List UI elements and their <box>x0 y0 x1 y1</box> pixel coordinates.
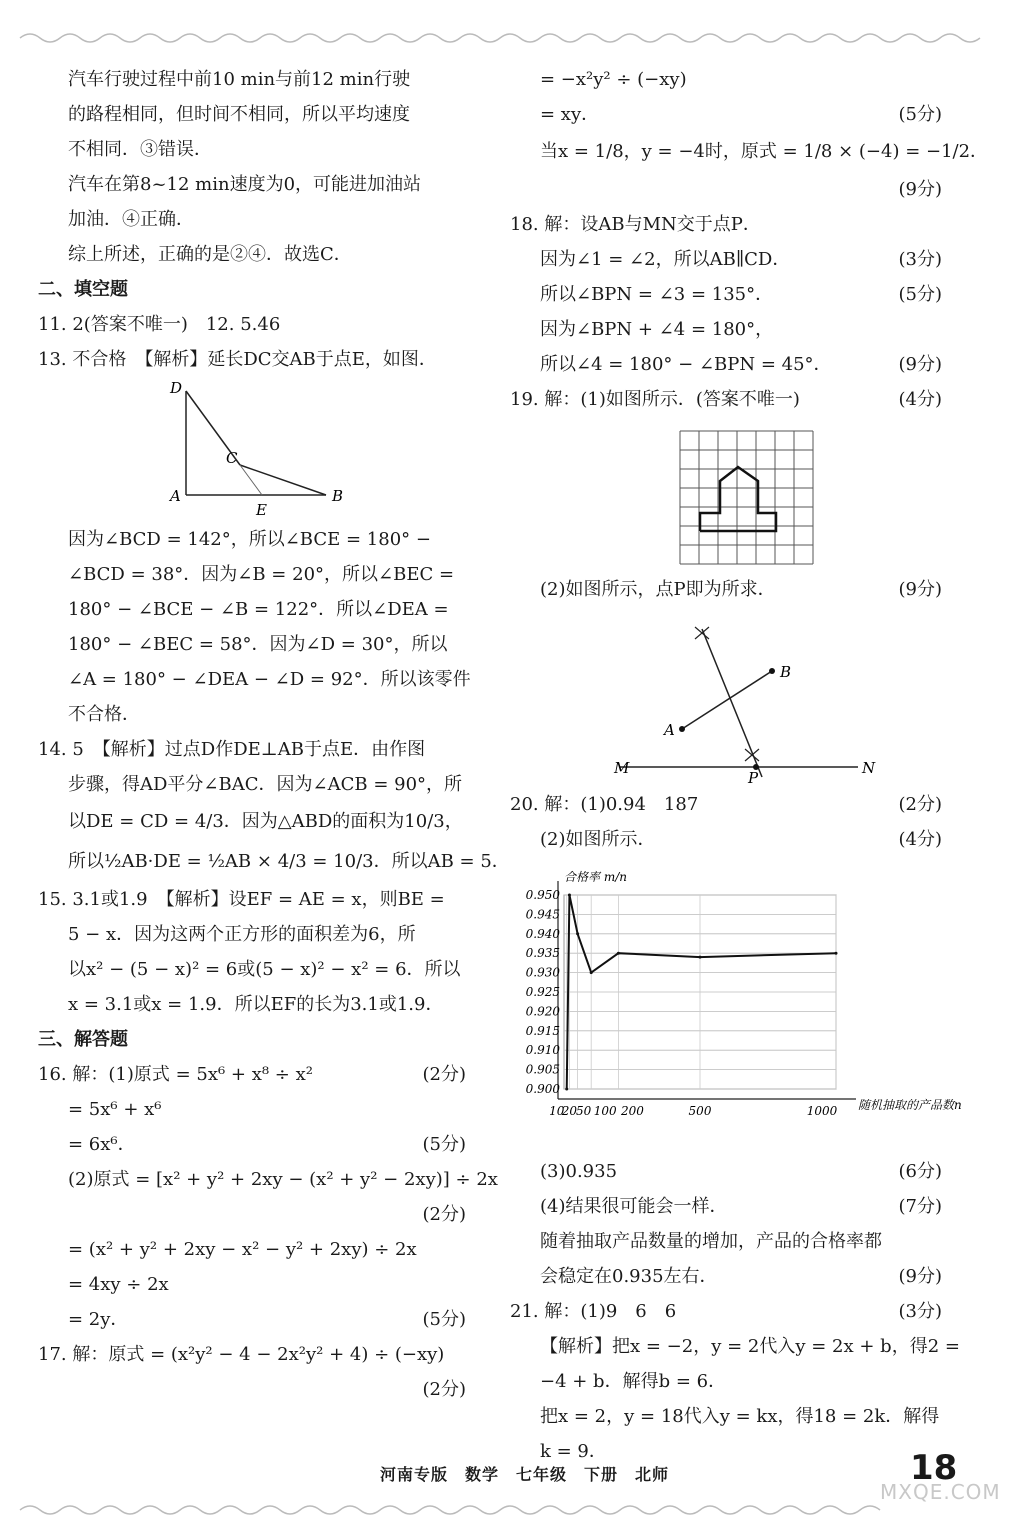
chart-y-tick-label: 0.910 <box>525 1043 560 1058</box>
score: (2分) <box>422 1379 466 1400</box>
pass-rate-chart <box>500 857 962 1149</box>
answer-17-heading: 17. 解：原式 = (x²y² − 4 − 2x²y² + 4) ÷ (−xy) <box>38 1344 445 1365</box>
chart-y-tick-label: 0.920 <box>525 1004 560 1019</box>
text-line: = −x²y² ÷ (−xy) <box>540 69 687 90</box>
answer-18-heading: 18. 解：设AB与MN交于点P． <box>510 214 761 235</box>
answer-21-heading <box>510 1294 942 1329</box>
tri-label-a: A <box>170 487 181 505</box>
answer-15-heading: 15. 3.1或1.9 【解析】设EF = AE = x，则BE = <box>38 889 445 910</box>
text-line-scored <box>68 1302 466 1337</box>
score: (2分) <box>422 1064 466 1085</box>
text-line-scored <box>540 572 942 607</box>
text-span: = 6x⁶． <box>68 1134 136 1155</box>
text-line-scored <box>540 1154 942 1189</box>
chart-point <box>568 894 571 897</box>
chart-x-tick-label: 20 <box>561 1104 578 1118</box>
answer-16-heading <box>38 1057 466 1092</box>
text-span: 20. 解：(1)0.94 187 <box>510 794 699 815</box>
tri-label-e: E <box>256 501 267 519</box>
score: (5分) <box>898 104 942 125</box>
score: (9分) <box>898 579 942 600</box>
text-span: 因为∠1 = ∠2，所以AB∥CD． <box>540 249 791 270</box>
text-line-scored <box>540 822 942 857</box>
chart-x-tick-label: 100 <box>593 1104 617 1118</box>
text-line: 不相同．③错误． <box>68 139 212 160</box>
text-span: (3)0.935 <box>540 1161 618 1182</box>
chart-y-tick-label: 0.945 <box>525 907 560 922</box>
text-line: ∠BCD = 38°．因为∠B = 20°，所以∠BEC = <box>68 564 455 585</box>
chart-xlabel: 随机抽取的产品数n <box>858 1098 962 1112</box>
text-line: 的路程相同，但时间不相同，所以平均速度 <box>68 104 410 125</box>
tri-label-b: B <box>332 487 344 505</box>
chart-y-tick-label: 0.900 <box>525 1082 560 1096</box>
text-span: 21. 解：(1)9 6 6 <box>510 1301 677 1322</box>
text-span: 19. 解：(1)如图所示．(答案不唯一) <box>510 389 800 410</box>
top-wave-border <box>0 28 1013 48</box>
text-line-scored <box>68 1372 466 1407</box>
score: (3分) <box>898 1301 942 1322</box>
chart-y-tick-label: 0.930 <box>525 965 560 980</box>
text-line: ∠A = 180° − ∠DEA − ∠D = 92°．所以该零件 <box>68 669 471 690</box>
chart-point <box>617 952 620 955</box>
score: (6分) <box>898 1161 942 1182</box>
answer-13-heading: 13. 不合格 【解析】延长DC交AB于点E，如图． <box>38 349 437 370</box>
text-line: 当x = 1/8，y = −4时，原式 = 1/8 × (−4) = −1/2． <box>540 141 989 162</box>
score: (5分) <box>422 1309 466 1330</box>
score: (5分) <box>898 284 942 305</box>
text-line: 所以½AB·DE = ½AB × 4/3 = 10/3．所以AB = 5． <box>68 851 510 872</box>
chart-point <box>699 956 702 959</box>
text-span: 所以∠BPN = ∠3 = 135°． <box>540 284 774 305</box>
page-number: 18 <box>910 1448 958 1488</box>
text-line-scored <box>540 1259 942 1294</box>
text-line: −4 + b．解得b = 6． <box>540 1371 727 1392</box>
answer-20-heading <box>510 787 942 822</box>
text-line-scored <box>540 242 942 277</box>
text-line: 步骤，得AD平分∠BAC．因为∠ACB = 90°，所 <box>68 774 463 795</box>
chart-x-tick-label: 500 <box>688 1104 712 1118</box>
section-heading-fill-blank: 二、填空题 <box>38 279 128 300</box>
text-line: 不合格． <box>68 704 140 725</box>
grid-figure <box>540 417 942 567</box>
text-span: (4)结果很可能会一样． <box>540 1196 728 1217</box>
score: (5分) <box>422 1134 466 1155</box>
text-span: (2)如图所示． <box>540 829 656 850</box>
text-span: 所以∠4 = 180° − ∠BPN = 45°． <box>540 354 832 375</box>
score: (4分) <box>898 829 942 850</box>
chart-y-tick-label: 0.915 <box>525 1023 560 1038</box>
chart-y-tick-label: 0.950 <box>525 888 560 902</box>
chart-x-tick-label: 1000 <box>806 1104 838 1118</box>
text-line: 因为∠BCD = 142°，所以∠BCE = 180° − <box>68 529 431 550</box>
text-line-scored <box>540 1189 942 1224</box>
construct-label-p: P <box>748 769 759 787</box>
chart-y-tick-label: 0.940 <box>525 926 560 941</box>
text-line: 把x = 2，y = 18代入y = kx，得18 = 2k．解得 <box>540 1406 940 1427</box>
text-line-scored <box>540 277 942 312</box>
chart-x-tick-label: 50 <box>575 1104 592 1118</box>
text-line: 【解析】把x = −2，y = 2代入y = 2x + b，得2 = <box>540 1336 960 1357</box>
construct-label-a: A <box>664 721 675 739</box>
score: (4分) <box>898 389 942 410</box>
score: (7分) <box>898 1196 942 1217</box>
text-line: 5 − x．因为这两个正方形的面积差为6，所 <box>68 924 416 945</box>
score: (9分) <box>898 354 942 375</box>
chart-y-tick-label: 0.935 <box>525 946 560 961</box>
text-line: 加油．④正确． <box>68 209 194 230</box>
text-line-scored <box>68 1197 466 1232</box>
construction-figure <box>540 607 942 787</box>
chart-point <box>576 932 579 935</box>
text-line: = 4xy ÷ 2x <box>68 1274 169 1295</box>
text-line: = 5x⁶ + x⁶ <box>68 1099 162 1120</box>
answer-11-12: 11. 2(答案不唯一) 12. 5.46 <box>38 314 281 335</box>
score: (2分) <box>898 794 942 815</box>
text-line-scored <box>68 1127 466 1162</box>
score: (3分) <box>898 249 942 270</box>
text-line: 汽车在第8~12 min速度为0，可能进加油站 <box>68 174 422 195</box>
text-span: = 2y． <box>68 1309 129 1330</box>
answer-19-heading <box>510 382 942 417</box>
text-line-scored <box>540 172 942 207</box>
score: (2分) <box>422 1204 466 1225</box>
construct-label-b: B <box>780 663 792 681</box>
chart-x-tick-label: 200 <box>620 1104 644 1118</box>
section-heading-solve: 三、解答题 <box>38 1029 128 1050</box>
text-span: = xy． <box>540 104 600 125</box>
text-span: 会稳定在0.935左右． <box>540 1266 718 1287</box>
text-line: = (x² + y² + 2xy − x² − y² + 2xy) ÷ 2x <box>68 1239 417 1260</box>
text-line-scored <box>540 347 942 382</box>
text-line: 因为∠BPN + ∠4 = 180°， <box>540 319 774 340</box>
score: (9分) <box>898 1266 942 1287</box>
chart-point <box>565 1088 568 1091</box>
text-line: 180° − ∠BCE − ∠B = 122°．所以∠DEA = <box>68 599 449 620</box>
construct-label-m: M <box>614 759 630 777</box>
tri-label-c: C <box>226 449 238 467</box>
answer-14-heading: 14. 5 【解析】过点D作DE⊥AB于点E．由作图 <box>38 739 426 760</box>
text-line: 以DE = CD = 4/3．因为△ABD的面积为10/3， <box>68 811 463 832</box>
chart-point <box>590 971 593 974</box>
text-line: 以x² − (5 − x)² = 6或(5 − x)² − x² = 6．所以 <box>68 959 461 980</box>
chart-y-tick-label: 0.925 <box>525 985 560 999</box>
bottom-wave-border <box>0 1500 1013 1520</box>
score: (9分) <box>898 179 942 200</box>
text-line: 汽车行驶过程中前10 min与前12 min行驶 <box>68 69 411 90</box>
chart-ylabel: 合格率 m/n <box>564 870 627 884</box>
right-column <box>510 62 989 1469</box>
text-span: (2)如图所示，点P即为所求． <box>540 579 776 600</box>
chart-y-tick-label: 0.905 <box>525 1062 560 1077</box>
tri-label-d: D <box>170 379 183 397</box>
chart-x-tick-label: 10 <box>549 1104 565 1118</box>
text-line: (2)原式 = [x² + y² + 2xy − (x² + y² − 2xy)] ÷ 2x <box>68 1169 498 1190</box>
triangle-figure <box>168 377 368 517</box>
text-line: k = 9． <box>540 1441 607 1462</box>
chart-point <box>835 952 838 955</box>
watermark: MXQE.COM <box>880 1480 1001 1504</box>
text-line: x = 3.1或x = 1.9．所以EF的长为3.1或1.9． <box>68 994 444 1015</box>
text-line: 综上所述，正确的是②④．故选C． <box>68 244 352 265</box>
text-line: 随着抽取产品数量的增加，产品的合格率都 <box>540 1231 882 1252</box>
page-footer: 河南专版 数学 七年级 下册 北师 <box>380 1465 670 1484</box>
text-span: 16. 解：(1)原式 = 5x⁶ + x⁸ ÷ x² <box>38 1064 313 1085</box>
text-line-scored <box>540 97 942 132</box>
text-line: 180° − ∠BEC = 58°．因为∠D = 30°，所以 <box>68 634 448 655</box>
left-column <box>38 62 510 1407</box>
construct-label-n: N <box>862 759 876 777</box>
